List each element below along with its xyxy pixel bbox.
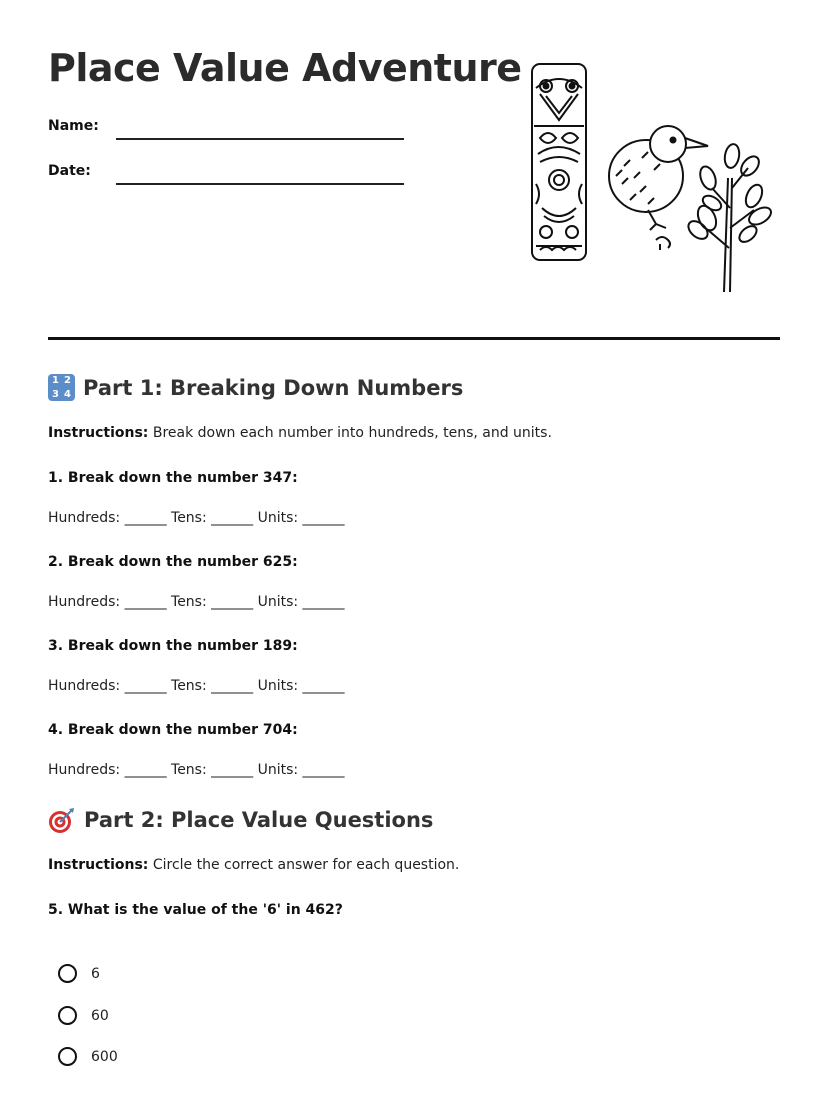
target-dart-icon (48, 806, 76, 834)
answer-option[interactable] (58, 964, 100, 983)
question-3-answer-line[interactable]: Hundreds: ______ Tens: ______ Units: ______ (48, 678, 345, 694)
part1-instructions (48, 425, 552, 441)
section-divider (48, 337, 780, 340)
question-4-prompt: 4. Break down the number 704: (48, 722, 298, 738)
question-2-answer-line[interactable]: Hundreds: ______ Tens: ______ Units: ______ (48, 594, 345, 610)
part2-heading (48, 806, 433, 834)
question-4-answer-line[interactable]: Hundreds: ______ Tens: ______ Units: ______ (48, 762, 345, 778)
worksheet-title: Place Value Adventure (48, 46, 522, 90)
part1-heading (48, 374, 463, 401)
kiwi-bird-icon (609, 126, 708, 250)
part2-heading-text: Part 2: Place Value Questions (84, 808, 434, 832)
name-field[interactable] (116, 138, 404, 140)
radio-circle-icon[interactable] (58, 964, 77, 983)
instructions-text: Circle the correct answer for each question. (148, 857, 460, 873)
tree-icon (685, 143, 772, 292)
date-field[interactable] (116, 183, 404, 185)
name-label: Name: (48, 118, 99, 134)
radio-circle-icon[interactable] (58, 1006, 77, 1025)
instructions-label: Instructions: (48, 425, 149, 441)
question-5-prompt: 5. What is the value of the '6' in 462? (48, 902, 343, 918)
part2-instructions (48, 857, 459, 873)
answer-option[interactable] (58, 1006, 109, 1025)
instructions-text: Break down each number into hundreds, tens, and units. (148, 425, 552, 441)
question-1-prompt: 1. Break down the number 347: (48, 470, 298, 486)
instructions-label: Instructions: (48, 857, 149, 873)
question-1-answer-line[interactable]: Hundreds: ______ Tens: ______ Units: ______ (48, 510, 345, 526)
question-2-prompt: 2. Break down the number 625: (48, 554, 298, 570)
option-label: 600 (91, 1048, 118, 1065)
date-label: Date: (48, 163, 91, 179)
carved-pou-icon (532, 64, 586, 260)
option-label: 6 (91, 965, 100, 982)
radio-circle-icon[interactable] (58, 1047, 77, 1066)
part1-heading-text: Part 1: Breaking Down Numbers (83, 375, 464, 400)
question-3-prompt: 3. Break down the number 189: (48, 638, 298, 654)
option-label: 60 (91, 1007, 109, 1024)
numbers-keycap-icon: 1 2 3 4 (48, 374, 75, 401)
maori-illustration (522, 58, 772, 298)
answer-option[interactable] (58, 1047, 118, 1066)
